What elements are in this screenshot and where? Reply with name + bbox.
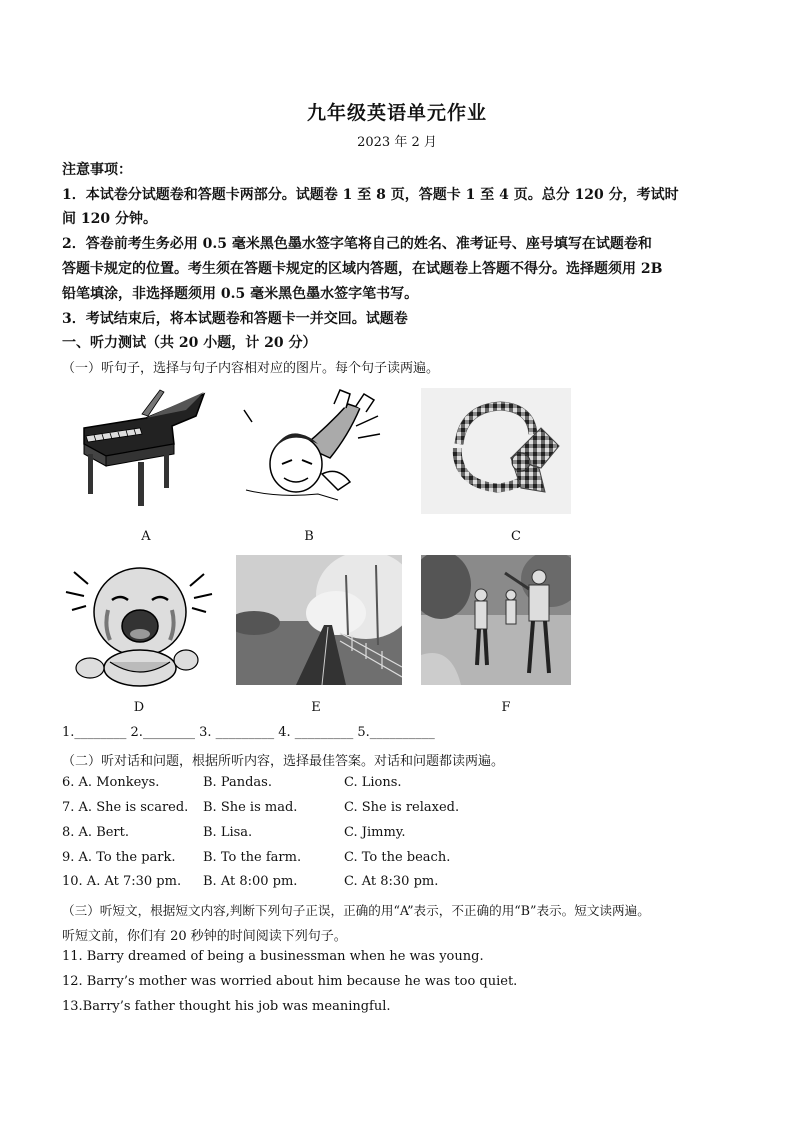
label-b: B [304,529,314,544]
exam-date: 2023 年 2 月 [357,135,437,150]
answer-blanks-1-5: 1.________ 2.________ 3. _________ 4. _________ 5.__________ [62,725,435,740]
picture-a-piano [76,386,206,508]
notice-line-2b: 答题卡规定的位置。考生须在答题卡规定的区域内答题，在试题卷上答题不得分。选择题须用 2B [62,261,663,277]
label-e: E [311,700,321,715]
notice-heading: 注意事项： [62,162,132,178]
statement-13: 13.Barry’s father thought his job was meaningful. [62,999,391,1014]
notice-line-3: 3．考试结束后，将本试题卷和答题卡一并交回。试题卷 [62,311,408,327]
picture-b-falling-boy [238,386,382,508]
section1-heading: 一、听力测试（共 20 小题，计 20 分） [62,335,317,351]
part3-reading-note: 听短文前，你们有 20 秒钟的时间阅读下列句子。 [62,929,347,944]
label-c: C [511,529,521,544]
notice-line-2c: 铅笔填涂，非选择题须用 0.5 毫米黑色墨水签字笔书写。 [62,286,419,302]
part1-instruction: （一）听句子，选择与句子内容相对应的图片。每个句子读两遍。 [62,361,440,376]
page-title: 九年级英语单元作业 [306,102,487,124]
notice-line-2a: 2．答卷前考生务必用 0.5 毫米黑色墨水签字笔将自己的姓名、准考证号、座号填写在试题卷和 [62,236,652,252]
label-f: F [501,700,511,715]
picture-c-hairband [421,388,571,514]
statement-11: 11. Barry dreamed of being a businessman when he was young. [62,949,484,964]
label-a: A [141,529,151,544]
exam-page: 九年级英语单元作业 2023 年 2 月 注意事项： 1．本试卷分试题卷和答题卡两部分。试题卷 1 至 8 页，答题卡 1 至 4 页。总分 120 分，考试时 间 120 分钟。 2．答卷前考生务必用 0.5 毫米黑色墨水签字笔将自己的姓名、准考证号、座号填写在试题卷和 答题卡规定的位置。考生须在答题卡规定的区域内答题，在试题卷上答题不得分。选择题须用 2B 铅笔填涂，非选择题须用 0.5 毫米黑色墨水签字笔书写。 3．考试结束后，将本试题卷和答题卡一并交回。试题卷 一、听力测试（共 20 小题，计 20 分） （一）听句子，选择与句子内容相对应的图片。每个句子读两遍。 A B C D E F 1.________ 2.________ 3. _________ 4. _________ 5.__________ （二）听对话和问题，根据所听内容，选择最佳答案。对话和问题都读两遍。 6. A. Monkeys. B. Pandas. C. Lions. 7. A. She is scared. B. She is mad. C. She is relaxed. 8. A. Bert. B. Lisa. C. Jimmy. 9. A. To the park. B. To the farm. C. To the beach. 10. A. At 7:30 pm. B. At 8:00 pm. C. At 8:30 pm. （三）听短文，根据短文内容,判断下列句子正误，正确的用“A”表示，不正确的用“B”表示。短文读两遍。 听短文前，你们有 20 秒钟的时间阅读下列句子。 11. Barry dreamed of being a businessman when he was young. 12. Barry’s mother was worried about him because he was too quiet. 13.Barry’s father thought his job was meaningful. [0,0,794,1123]
statement-12: 12. Barry’s mother was worried about him because he was too quiet. [62,974,518,989]
picture-d-crying-baby [62,552,216,688]
notice-line-1a: 1．本试卷分试题卷和答题卡两部分。试题卷 1 至 8 页，答题卡 1 至 4 页。总分 120 分，考试时 [62,187,679,203]
label-d: D [133,700,145,715]
picture-f-hikers [421,555,571,685]
notice-line-1b: 间 120 分钟。 [62,211,157,227]
part2-instruction: （二）听对话和问题，根据所听内容，选择最佳答案。对话和问题都读两遍。 [62,754,505,769]
picture-e-road-trees [236,555,402,685]
part3-instruction: （三）听短文，根据短文内容,判断下列句子正误，正确的用“A”表示，不正确的用“B”表示。短文读两遍。 [62,903,650,918]
